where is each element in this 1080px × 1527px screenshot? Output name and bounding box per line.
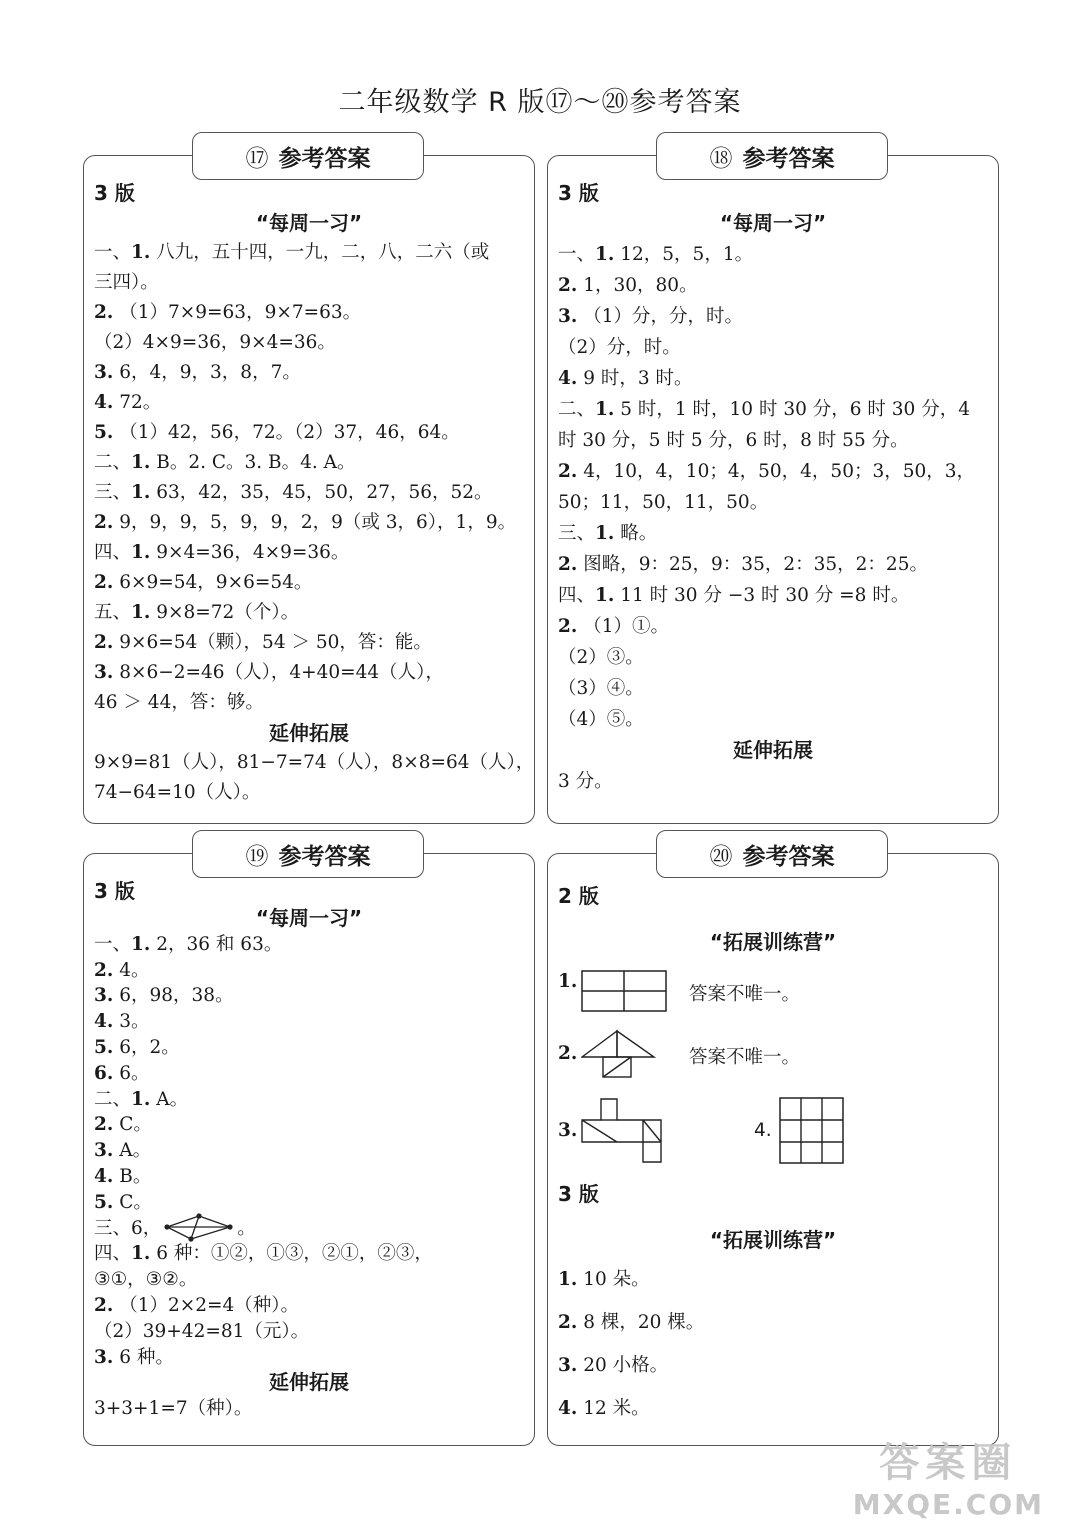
line-text: A。 <box>119 1140 152 1162</box>
answer-line <box>94 1267 524 1293</box>
line-number: 5. <box>94 422 114 443</box>
watermark-logo <box>853 1431 1044 1521</box>
answer-line <box>94 1061 524 1087</box>
line-text: C。 <box>119 1114 152 1136</box>
watermark-title: 答案圈 <box>879 1440 1018 1486</box>
figure-4-grid <box>779 1097 845 1165</box>
answer-line <box>558 332 988 363</box>
line-number: 2. <box>94 302 114 323</box>
tab-19 <box>192 830 424 878</box>
line-text: 8×6−2=46（人），4+40=44（人）， <box>119 662 444 683</box>
line-text: （1）42，56，72。（2）37，46，64。 <box>119 422 460 443</box>
line-number: 4. <box>94 1011 114 1033</box>
tab-18 <box>656 132 888 180</box>
tab-17 <box>192 132 424 180</box>
line-text: 6，98，38。 <box>119 985 234 1007</box>
line-text: 6。 <box>119 1062 150 1084</box>
tab-19-number: ⑲ <box>245 843 269 870</box>
line-text: B。 <box>119 1165 152 1187</box>
line-number: 5. <box>94 1191 114 1213</box>
line-text: 6，4，9，3，8，7。 <box>119 362 301 383</box>
line-text: （1）7×9=63，9×7=63。 <box>119 302 362 323</box>
answer-line <box>94 1138 524 1164</box>
answer-line <box>558 239 988 270</box>
line-prefix: 一、 <box>558 244 596 265</box>
answer-line <box>558 642 988 673</box>
answer-line <box>94 983 524 1009</box>
line-number: 4. <box>94 1165 114 1187</box>
figure-2-triangles <box>581 1029 657 1079</box>
answer-line <box>558 1394 650 1420</box>
line-prefix: 二、 <box>558 399 596 420</box>
line-text: 6 种：①②，①③，②①，②③， <box>156 1243 433 1265</box>
item-number: 2. <box>558 1312 578 1333</box>
line-prefix: 二、 <box>94 1088 132 1110</box>
line-text: 9×4=36，4×9=36。 <box>156 542 350 563</box>
line-text: 9×8=72（个）。 <box>156 602 300 623</box>
section-subtitle: “每周一习” <box>255 211 363 235</box>
line-number: 1. <box>131 1088 151 1110</box>
extension-title: 延伸拓展 <box>269 1370 349 1395</box>
line-number: 6. <box>94 1062 114 1084</box>
panel-17 <box>83 155 535 824</box>
line-prefix: 五、 <box>94 602 132 623</box>
answer-line <box>558 673 988 704</box>
version-label-3: 3 版 <box>558 1182 599 1206</box>
answer-line <box>94 328 524 358</box>
tab-20-label: 参考答案 <box>742 843 835 870</box>
answer-line <box>94 932 524 958</box>
line-text: 6，2。 <box>119 1036 180 1058</box>
quadrilateral-figure <box>163 1213 235 1243</box>
answer-line <box>94 568 524 598</box>
line-prefix: 三、 <box>94 482 132 503</box>
answer-line <box>94 1009 524 1035</box>
line-text: 63，42，35，45，50，27，56，52。 <box>156 482 493 503</box>
answer-line <box>94 1241 524 1267</box>
panel-18 <box>547 155 999 824</box>
panel-20 <box>547 853 999 1446</box>
line-text: 9 时，3 时。 <box>583 368 693 389</box>
line-number: 2. <box>558 275 578 296</box>
version-label: 3 版 <box>94 181 135 205</box>
tab-20-number: ⑳ <box>709 843 733 870</box>
answer-line <box>558 487 988 518</box>
line-prefix: 四、 <box>94 542 132 563</box>
item-number: 1. <box>558 971 578 992</box>
line-text: C。 <box>119 1191 152 1213</box>
answer-line <box>94 478 524 508</box>
answer-line <box>94 418 524 448</box>
item-number: 1. <box>558 1269 578 1290</box>
version-label-2: 2 版 <box>558 884 599 908</box>
line-number: 2. <box>558 461 578 482</box>
answer-line <box>94 1319 524 1345</box>
version-label: 3 版 <box>558 181 599 205</box>
answer-line <box>94 628 524 658</box>
line-number: 2. <box>94 572 114 593</box>
answer-line <box>558 270 988 301</box>
answer-line <box>558 301 988 332</box>
extension-list <box>558 766 988 797</box>
extension-line: 74−64=10（人）。 <box>94 782 261 803</box>
line-text: 图略，9：25，9：35，2：35，2：25。 <box>583 554 928 575</box>
answer-line <box>558 1308 704 1334</box>
line-text: 10 朵。 <box>583 1269 650 1290</box>
line-number: 1. <box>131 1243 151 1265</box>
extension-title: 延伸拓展 <box>269 721 349 745</box>
tab-18-label: 参考答案 <box>742 145 835 172</box>
tab-18-number: ⑱ <box>709 145 733 172</box>
tab-17-number: ⑰ <box>245 145 269 172</box>
line-prefix: 四、 <box>94 1243 132 1265</box>
line-text: 5 时，1 时，10 时 30 分，6 时 30 分，4 <box>620 399 970 420</box>
line-text: （2）39+42=81（元）。 <box>94 1320 310 1342</box>
answer-line <box>558 611 988 642</box>
tab-19-label: 参考答案 <box>278 843 371 870</box>
answer-line <box>94 688 524 718</box>
answer-line <box>558 518 988 549</box>
line-number: 5. <box>94 1036 114 1058</box>
figure-item-2 <box>558 1043 577 1064</box>
answer-line <box>94 448 524 478</box>
line-number: 1. <box>595 244 615 265</box>
line-number: 4. <box>558 368 578 389</box>
line-number: 3. <box>94 1346 114 1368</box>
line-number: 1. <box>595 399 615 420</box>
figure-1-rectangle <box>581 970 667 1012</box>
item-number: 3. <box>558 1355 578 1376</box>
answer-list <box>558 239 988 735</box>
page-title: 二年级数学 R 版⑰～⑳参考答案 <box>338 87 742 118</box>
figure-item-1 <box>558 971 577 992</box>
answer-line-3 <box>94 1216 524 1242</box>
line-number: 1. <box>131 542 151 563</box>
tab-17-label: 参考答案 <box>278 145 371 172</box>
answer-line <box>94 658 524 688</box>
version-label: 3 版 <box>94 879 135 903</box>
line-number: 3. <box>94 985 114 1007</box>
figure-1-note: 答案不唯一。 <box>689 984 801 1005</box>
line-text: （4）⑤。 <box>558 709 644 730</box>
line-prefix: 一、 <box>94 242 132 263</box>
extension-line: 3 分。 <box>558 771 613 792</box>
line-text: （1）分，分，时。 <box>583 306 743 327</box>
answer-line <box>94 268 524 298</box>
line-prefix: 三、 <box>94 1217 132 1239</box>
answer-line <box>94 1087 524 1113</box>
section-subtitle: “每周一习” <box>719 211 827 235</box>
item-number: 2. <box>558 1043 578 1064</box>
line-text: （1）①。 <box>583 616 669 637</box>
figure-2-note: 答案不唯一。 <box>689 1047 801 1068</box>
section-subtitle: “每周一习” <box>255 906 363 930</box>
line-number: 2. <box>94 512 114 533</box>
panel-19 <box>83 853 535 1446</box>
line-text: 12 米。 <box>583 1398 650 1419</box>
line-text: 略。 <box>620 523 658 544</box>
item-number: 3. <box>558 1120 578 1141</box>
section-subtitle-2: “拓展训练营” <box>709 930 837 954</box>
extension-title: 延伸拓展 <box>733 738 813 762</box>
answer-line <box>94 1345 524 1371</box>
line-number: 1. <box>131 452 151 473</box>
line-text: 12，5，5，1。 <box>620 244 754 265</box>
answer-line <box>558 549 988 580</box>
answer-line <box>94 598 524 628</box>
item-number: 4. <box>558 1398 578 1419</box>
answer-list-2 <box>94 1241 524 1370</box>
line-text: B。2. C。3. B。4. A。 <box>156 452 356 473</box>
line-number: 3. <box>94 362 114 383</box>
line-number: 2. <box>558 616 578 637</box>
line-number: 2. <box>558 554 578 575</box>
line-end: 。 <box>237 1217 256 1239</box>
answer-line <box>94 1293 524 1319</box>
answer-line <box>94 238 524 268</box>
line-text: 1，30，80。 <box>583 275 698 296</box>
line-text: 6， <box>131 1217 162 1239</box>
line-text: （2）4×9=36，9×4=36。 <box>94 332 336 353</box>
line-text: 6 种。 <box>119 1346 174 1368</box>
extension-list <box>94 1396 524 1422</box>
line-text: 9，9，9，5，9，9，2，9（或 3，6），1，9。 <box>119 512 517 533</box>
line-text: 八九，五十四，一九，二，八，二六（或 <box>156 242 490 263</box>
line-number: 2. <box>94 959 114 981</box>
extension-list <box>94 748 535 808</box>
answer-line <box>558 1351 668 1377</box>
line-text: 6×9=54，9×6=54。 <box>119 572 313 593</box>
line-text: 4，10，4，10；4，50，4，50；3，50，3， <box>583 461 976 482</box>
answer-line <box>558 1265 650 1291</box>
line-number: 2. <box>94 632 114 653</box>
line-text: ③①，③②。 <box>94 1269 198 1291</box>
answer-line <box>94 388 524 418</box>
line-number: 1. <box>131 602 151 623</box>
answer-line <box>94 958 524 984</box>
line-text: （2）③。 <box>558 647 644 668</box>
line-number: 1. <box>131 242 151 263</box>
answer-line <box>94 1035 524 1061</box>
line-text: 11 时 30 分 −3 时 30 分 =8 时。 <box>620 585 910 606</box>
answer-list <box>94 932 524 1216</box>
line-text: 50；11，50，11，50。 <box>558 492 769 513</box>
answer-line <box>94 298 524 328</box>
line-number: 4. <box>94 392 114 413</box>
figure-3-shape <box>581 1098 663 1164</box>
line-prefix: 四、 <box>558 585 596 606</box>
extension-line: 9×9=81（人），81−7=74（人），8×8=64（人）， <box>94 752 535 773</box>
line-text: 9×6=54（颗），54 ＞ 50，答：能。 <box>119 632 432 653</box>
line-number: 3. <box>94 1140 114 1162</box>
line-number: 3. <box>94 662 114 683</box>
line-text: A。 <box>156 1088 189 1110</box>
extension-line: 3+3+1=7（种）。 <box>94 1398 253 1420</box>
answer-line <box>558 363 988 394</box>
line-text: 2，36 和 63。 <box>156 933 283 955</box>
answer-line <box>94 1190 524 1216</box>
answer-line <box>558 425 988 456</box>
answer-line <box>94 1164 524 1190</box>
answer-line <box>94 1112 524 1138</box>
line-number: 1. <box>595 585 615 606</box>
answer-line <box>94 538 524 568</box>
line-number: 2. <box>94 1294 114 1316</box>
line-text: 3。 <box>119 1011 150 1033</box>
line-text: 三四）。 <box>94 272 159 293</box>
answer-line <box>558 456 988 487</box>
line-number: 1. <box>595 523 615 544</box>
line-text: 46 ＞ 44，答：够。 <box>94 692 264 713</box>
section-subtitle-3: “拓展训练营” <box>709 1228 837 1252</box>
line-text: 4。 <box>119 959 150 981</box>
line-text: （3）④。 <box>558 678 644 699</box>
line-number: 3. <box>558 306 578 327</box>
answer-line <box>558 580 988 611</box>
figure-item-3 <box>558 1120 577 1141</box>
line-text: 8 棵，20 棵。 <box>583 1312 705 1333</box>
figure-item-4 <box>754 1120 772 1141</box>
line-text: 时 30 分，5 时 5 分，6 时，8 时 55 分。 <box>558 430 909 451</box>
watermark-url: MXQE.COM <box>852 1488 1044 1521</box>
line-text: 72。 <box>119 392 162 413</box>
line-prefix: 三、 <box>558 523 596 544</box>
answer-line <box>558 394 988 425</box>
answer-list <box>94 238 524 718</box>
answer-line <box>558 704 988 735</box>
item-number: 4. <box>754 1120 772 1141</box>
line-text: 20 小格。 <box>583 1355 669 1376</box>
answer-line <box>94 508 524 538</box>
tab-20 <box>656 830 888 878</box>
line-number: 1. <box>131 933 151 955</box>
line-number: 2. <box>94 1114 114 1136</box>
line-prefix: 一、 <box>94 933 132 955</box>
line-number: 1. <box>131 482 151 503</box>
line-text: （1）2×2=4（种）。 <box>119 1294 300 1316</box>
line-text: （2）分，时。 <box>558 337 681 358</box>
line-prefix: 二、 <box>94 452 132 473</box>
answer-line <box>94 358 524 388</box>
